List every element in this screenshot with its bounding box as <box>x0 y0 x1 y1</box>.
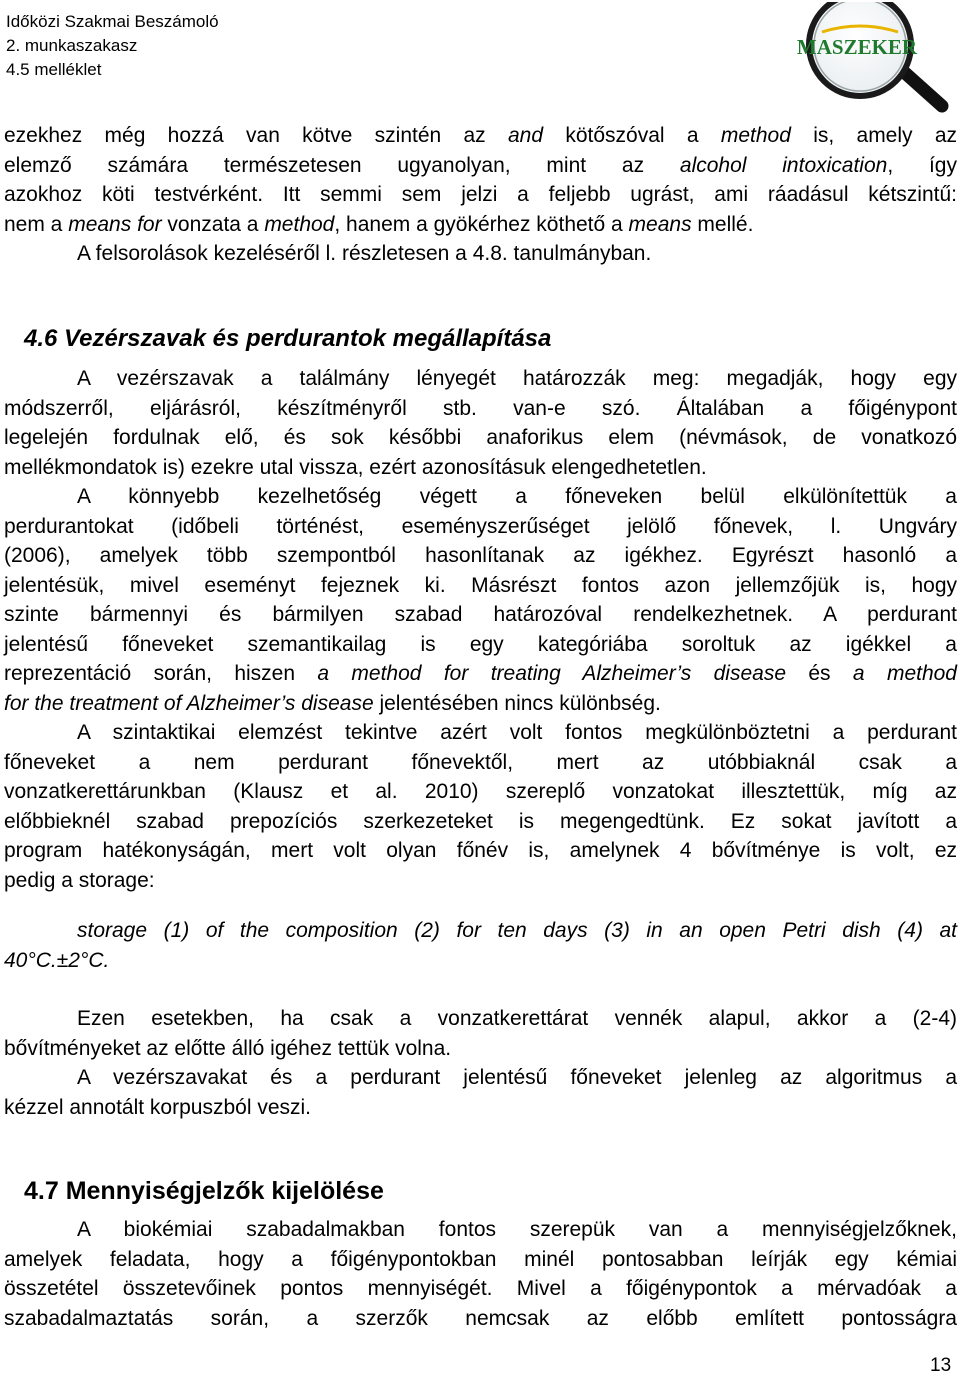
text-line: szinte bármennyi és bármilyen szabad határozóval rendelkezhetnek. A perdurant <box>4 603 957 626</box>
section-4-6-paragraph-2 <box>4 482 957 718</box>
intro-paragraph <box>4 121 957 269</box>
text-line: vonzatkerettárunkban (Klausz et al. 2010) szereplő vonzatokat illesztettük, míg az <box>4 780 957 803</box>
text-line: elemző számára természetesen ugyanolyan, mint az alcohol intoxication, így <box>4 153 957 177</box>
text-line: A szintaktikai elemzést tekintve azért volt fontos megkülönböztetni a perdurant <box>77 721 957 744</box>
text-line: reprezentáció során, hiszen a method for treating Alzheimer’s disease és a method <box>4 662 957 685</box>
text-line: szabadalmaztatás során, a szerzők nemcsak az előbb említett pontosságra <box>4 1306 957 1330</box>
text-line: program hatékonyságán, mert volt olyan főnév is, amelynek 4 bővítménye is volt, ez <box>4 839 957 862</box>
logo-text: MASZEKER <box>796 35 918 59</box>
text-line: A vezérszavak a találmány lényegét határozzák meg: megadják, hogy egy <box>77 367 957 390</box>
example-block <box>4 916 957 975</box>
text-line: (2006), amelyek több szempontból hasonlítanak az igékhez. Egyrészt hasonló a <box>4 544 957 567</box>
section-4-7 <box>4 1173 957 1209</box>
text-line: A könnyebb kezelhetőség végett a főneveken belül elkülönítettük a <box>77 485 957 508</box>
text-line: pedig a storage: <box>4 868 155 892</box>
text-line: jelentésű főneveket szemantikailag is egy kategóriába soroltuk az igékkel a <box>4 632 957 656</box>
text-line: amelyek feladata, hogy a főigénypontokban minél pontosabban leírják egy kémiai <box>4 1247 957 1271</box>
header-phase: 2. munkaszakasz <box>6 36 138 55</box>
text-line: legelején fordulnak elő, és sok későbbi anaforikus elem (névmások, de vonatkozó <box>4 426 957 449</box>
text-line: bővítményeket az előtte álló igéhez tettük volna. <box>4 1036 452 1060</box>
text-line: A biokémiai szabadalmakban fontos szerepük van a mennyiségjelzőknek, <box>77 1218 957 1241</box>
text-line: for the treatment of Alzheimer’s disease jelentésében nincs különbség. <box>4 691 661 715</box>
section-4-6-paragraph-1 <box>4 364 957 482</box>
header-title: Időközi Szakmai Beszámoló <box>6 12 219 31</box>
text-line: jelentésük, mivel eseményt fejeznek ki. Másrészt fontos azon jellemzőjük is, hogy <box>4 573 957 597</box>
example-line: storage (1) of the composition (2) for ten days (3) in an open Petri dish (4) at <box>77 919 957 942</box>
text-line: mellékmondatok is) ezekre utal vissza, ezért azonosításuk elengedhetetlen. <box>4 455 707 479</box>
text-line: azokhoz köti testvérként. Itt semmi sem jelzi a feljebb ugrást, ami ráadásul kétszintű: <box>4 183 957 206</box>
text-line: A felsorolások kezeléséről l. részletesen a 4.8. tanulmányban. <box>77 242 652 265</box>
text-line: Ezen esetekben, ha csak a vonzatkerettárat vennék alapul, akkor a (2-4) <box>77 1007 957 1030</box>
text-line: előbbieknél szabad prepozíciós szerkezeteket is megengedtünk. Ez sokat javított a <box>4 809 957 833</box>
text-line: A vezérszavakat és a perdurant jelentésű főneveket jelenleg az algoritmus a <box>77 1066 957 1089</box>
section-4-6 <box>4 322 957 356</box>
magnifier-handle-icon <box>904 72 942 106</box>
page-header <box>6 10 219 82</box>
text-line: perdurantokat (időbeli történést, eseményszerűséget jelölő főnevek, l. Ungváry <box>4 514 957 538</box>
section-heading: 4.6 Vezérszavak és perdurantok megállapítása <box>24 325 552 352</box>
text-line: módszerről, eljárásról, készítményről stb. van-e szó. Általában a főigénypont <box>4 396 957 420</box>
text-line: főneveket a nem perdurant főnevektől, mert az utóbbiaknál csak a <box>4 750 957 774</box>
text-line: ezekhez még hozzá van kötve szintén az and kötőszóval a method is, amely az <box>4 124 958 147</box>
text-line: nem a means for vonzata a method, hanem a gyökérhez köthető a means mellé. <box>4 212 754 236</box>
section-4-6-paragraph-3 <box>4 718 957 895</box>
section-heading: 4.7 Mennyiségjelzők kijelölése <box>24 1177 384 1205</box>
section-4-6-paragraph-5 <box>4 1063 957 1122</box>
section-4-7-paragraph-1 <box>4 1215 957 1333</box>
maszeker-logo <box>752 2 957 114</box>
header-appendix: 4.5 melléklet <box>6 60 102 79</box>
text-line: összetétel összetevőinek pontos mennyiségét. Mivel a főigénypontok a mérvadóak a <box>4 1277 957 1300</box>
example-line: 40°C.±2°C. <box>4 948 110 972</box>
page-number: 13 <box>930 1355 952 1376</box>
section-4-6-paragraph-4 <box>4 1004 957 1063</box>
text-line: kézzel annotált korpuszból veszi. <box>4 1095 311 1119</box>
